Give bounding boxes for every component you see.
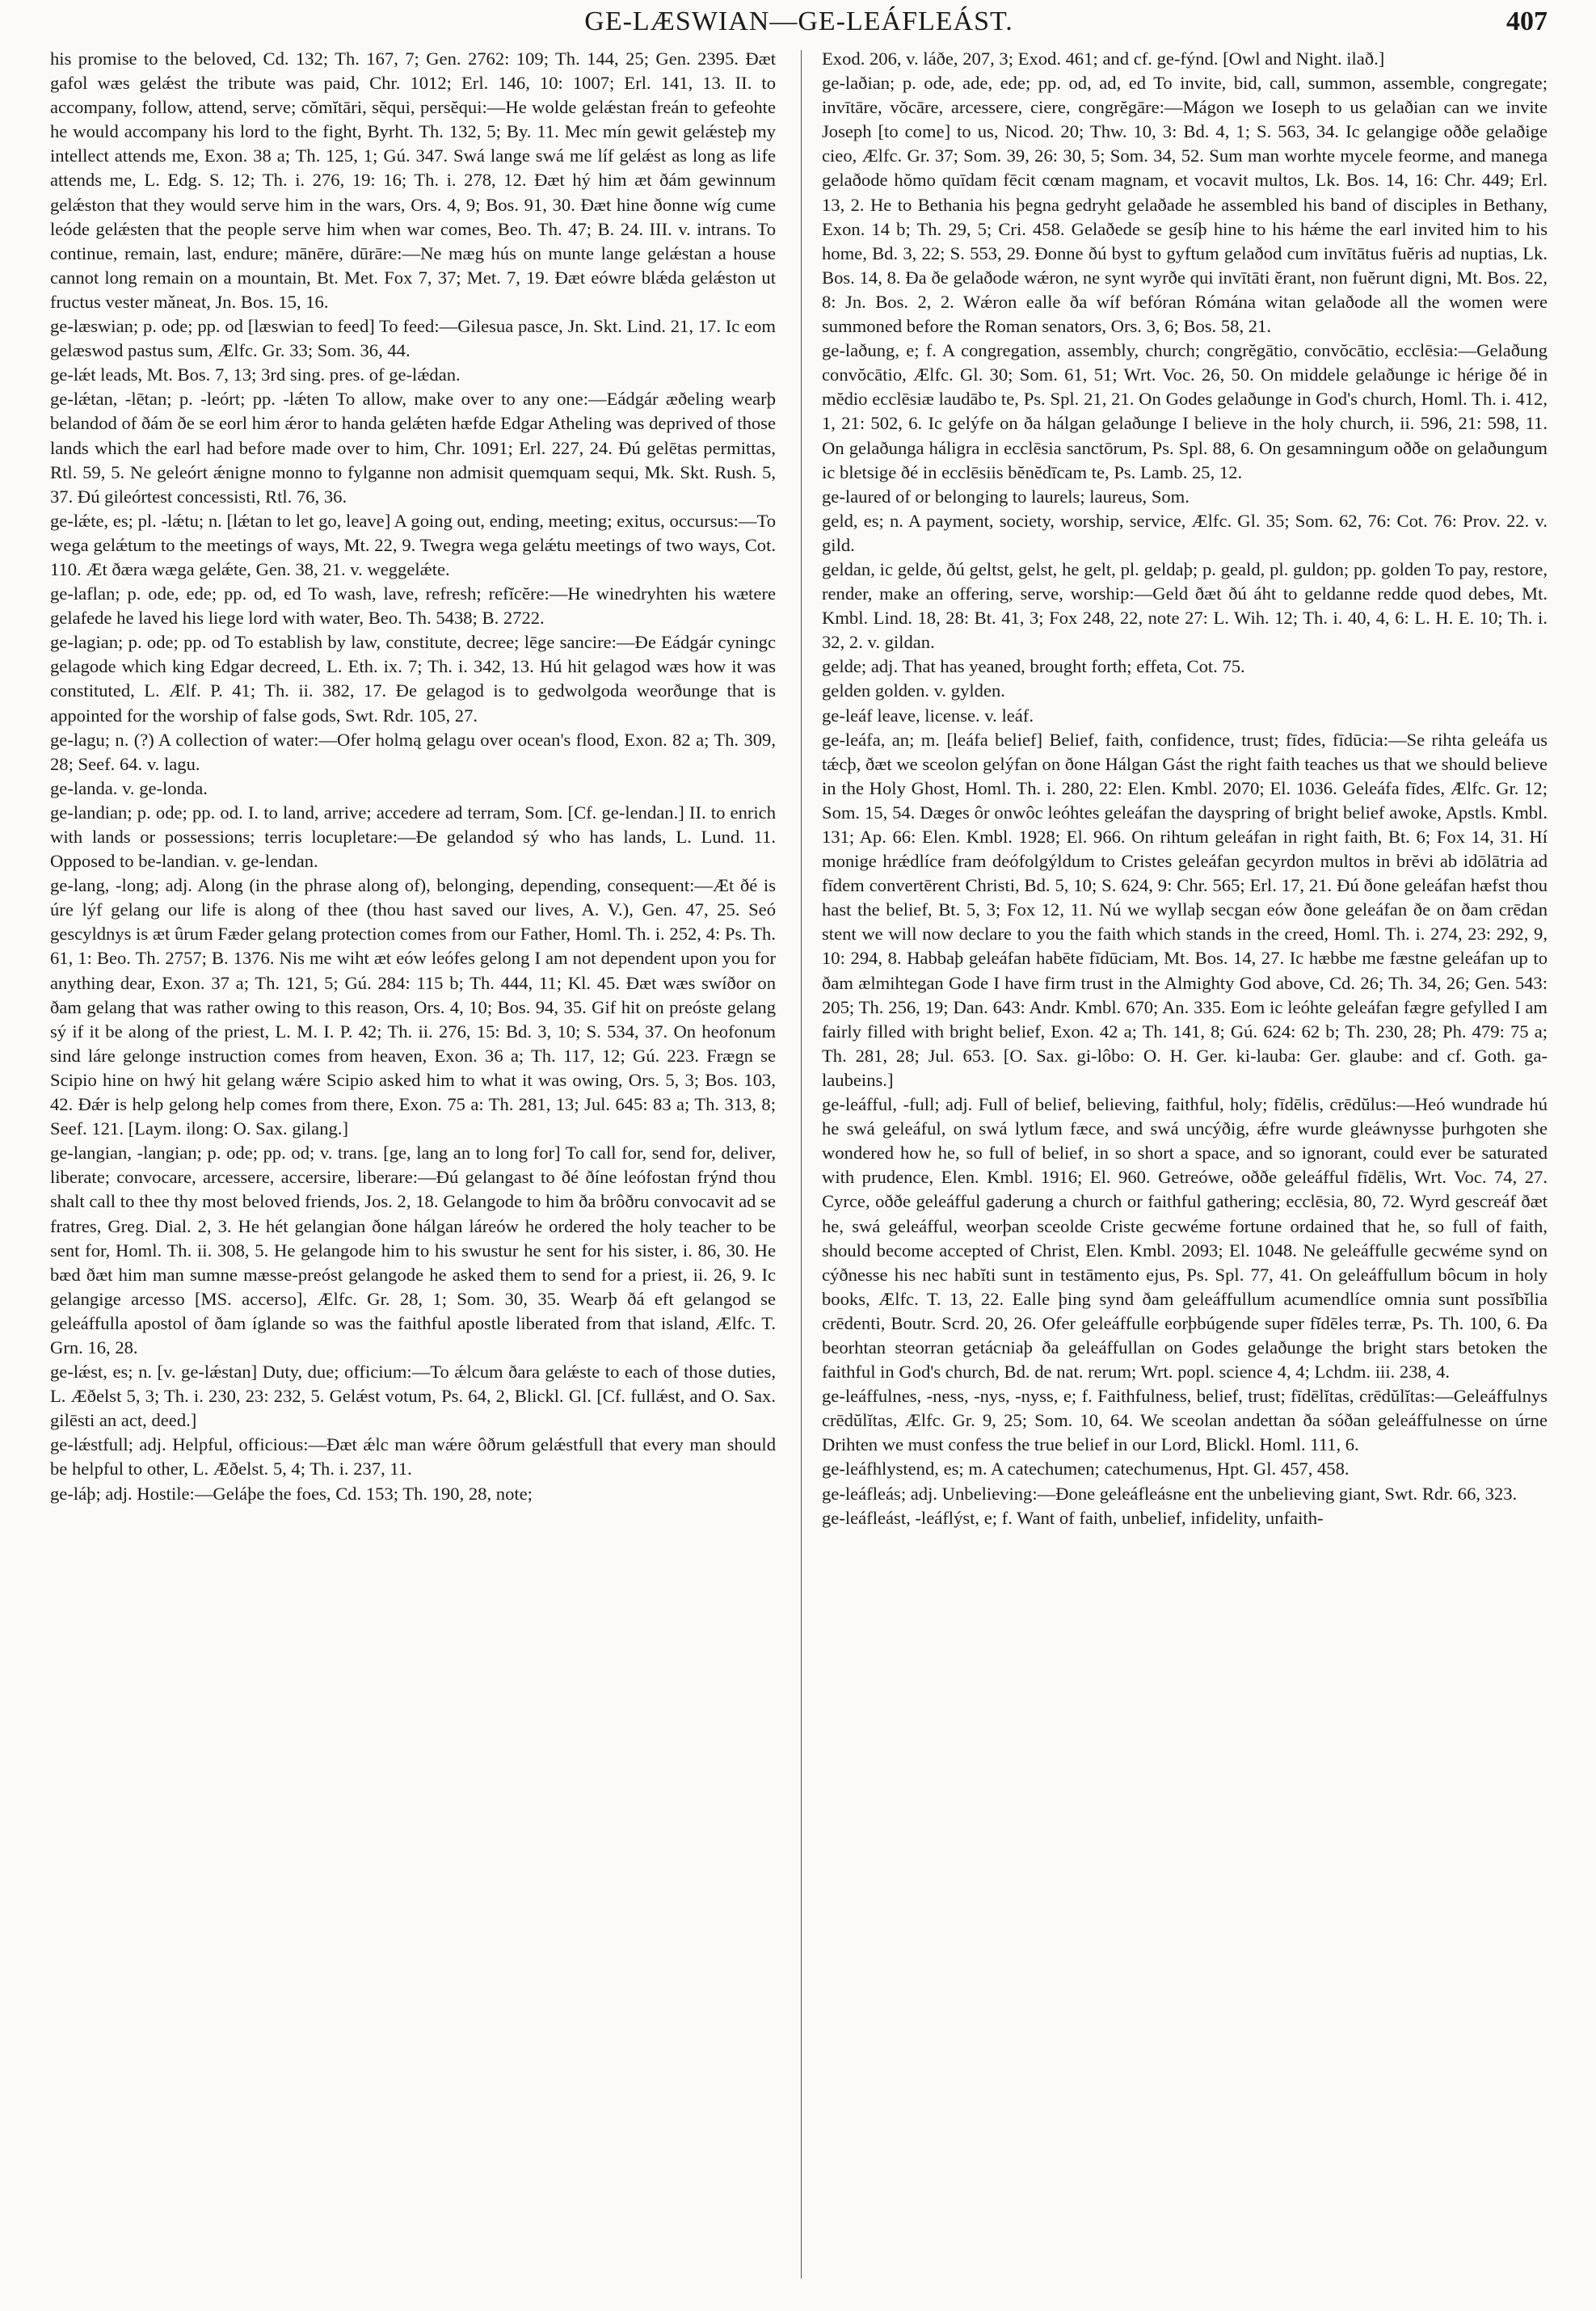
entry-geldan: geldan, ic gelde, ðú geltst, gelst, he gelt, pl. geldaþ; p. geald, pl. guldon; pp. golden To pay, restore, render, make an offering, serve, worship:—Geld ðæt ðú áht to geldanne redde quod debes, Mt. Kmbl. Lind. 18, 28: Bt. 41, 3; Fox 248, 22, note 27: L. Wih. 12; Th. i. 40, 4, 6: L. H. E. 10; Th. i. 32, 2. v. gildan.: [822, 558, 1548, 653]
entry-ge-lagian: ge-lagian; p. ode; pp. od To establish by law, constitute, decree; lēge sancire:—Ðe Eádgár cyningc gelagode which king Edgar decreed, L. Eth. ix. 7; Th. i. 342, 13. Hú hit gelagod wæs how it was constituted, L. Ælf. P. 41; Th. ii. 382, 17. Ðe gelagod is to gedwolgoda weorðunge that is appointed for the worship of false gods, Swt. Rdr. 105, 27.: [50, 632, 776, 726]
entry-ge-leafa: ge-leáfa, an; m. [leáfa belief] Belief, faith, confidence, trust; fīdes, fīdūcia:—Se rihta geleáfa us tǽcþ, ðæt we sceolon gelýfan on ðone Hálgan Gást the right faith teaches us that we should believe in the Holy Ghost, Homl. Th. i. 280, 22: Elen. Kmbl. 2070; El. 1036. Geleáfa fīdes, Ælfc. Gr. 12; Som. 15, 54. Dæges ôr onwôc leóhtes geleáfan the dayspring of bright belief awoke, Apstls. Kmbl. 131; Ap. 66: Elen. Kmbl. 1928; El. 966. On rihtum geleáfan in right faith, Bt. 6; Fox 14, 31. Hí monige hrǽdlíce fram deófolgýldum to Cristes geleáfan gecyrdon multos in brĕvi ab idōlātria ad fīdem convertērent Christi, Bd. 5, 10; S. 624, 9: Chr. 565; Erl. 17, 21. Ðú ðone geleáfan hæfst thou hast the belief, Bt. 5, 3; Fox 12, 11. Nú we wyllaþ secgan eów ðone geleáfan ðe on ðam crēdan stent we will now declare to you the faith which stands in the creed, Homl. Th. i. 274, 23: 292, 9, 10: 294, 8. Habbaþ geleáfan habēte fīdūciam, Mt. Bos. 14, 27. Ic hæbbe me fæstne geleáfan up to ðam ælmihtegan Gode I have firm trust in the Almighty God above, Cd. 26; Th. 34, 26; Gen. 543: 205; Th. 256, 19; Dan. 643: Andr. Kmbl. 670; An. 335. Eom ic leóhte geleáfan fægre gefylled I am fairly filled with bright belief, Exon. 42 a; Th. 141, 8; Gú. 624: 62 b; Th. 230, 28; Ph. 479: 75 a; Th. 281, 28; Jul. 653. [O. Sax. gi-lôbo: O. H. Ger. ki-lauba: Ger. glaube: and cf. Goth. ga-laubeins.]: [822, 729, 1548, 1090]
right-column: [822, 47, 1548, 2295]
entry-geld: geld, es; n. A payment, society, worship, service, Ælfc. Gl. 35; Som. 62, 76: Cot. 76: Prov. 22. v. gild.: [822, 510, 1548, 555]
entry-ge-lagu: ge-lagu; n. (?) A collection of water:—Ofer holmą gelagu over ocean's flood, Exon. 82 a; Th. 309, 28; Seef. 64. v. lagu.: [50, 729, 776, 774]
entry-ge-laflan: ge-laflan; p. ode, ede; pp. od, ed To wash, lave, refresh; refĭcĕre:—He winedryhten his wætere gelafede he laved his liege lord with water, Beo. Th. 5438; B. 2722.: [50, 583, 776, 629]
page-number: 407: [1506, 6, 1548, 36]
entry-ge-laete: ge-lǽte, es; pl. -lǽtu; n. [lǽtan to let go, leave] A going out, ending, meeting; exitus, occursus:—To wega gelǽtum to the meetings of ways, Mt. 22, 9. Twegra wega gelǽtu meetings of two ways, Cot. 110. Æt ðæra wæga gelǽte, Gen. 38, 21. v. weggelǽte.: [50, 510, 776, 579]
entry-ge-leafhlystend: ge-leáfhlystend, es; m. A catechumen; catechumenus, Hpt. Gl. 457, 458.: [822, 1459, 1350, 1480]
entry-ge-leaf: ge-leáf leave, license. v. leáf.: [822, 705, 1034, 726]
entry-ge-leafful: ge-leáfful, -full; adj. Full of belief, believing, faithful, holy; fīdēlis, crēdŭlus:—Heó wundrade hú he swá geleáful, on swá lytlum fæce, and swá uncýðig, ǽfre wurde gleáwnysse þurhgoten she wondered how he, so full of belief, in so short a space, and so ignorant, could ever be saturated with prudence, Elen. Kmbl. 1916; El. 960. Getreówe, oððe geleáfful fīdēlis, Wrt. Voc. 74, 27. Cyrce, oððe geleáfful gaderung a church or faithful gathering; ecclēsia, 80, 72. Wyrd gescreáf ðæt he, swá geleáfful, weorþan sceolde Criste gecwéme fortune ordained that he, so full of faith, should become accepted of Christ, Elen. Kmbl. 2093; El. 1048. Ne geleáffulle gecwéme synd on cýðnesse his nec habĭti sunt in testāmento ejus, Ps. Spl. 77, 41. On geleáffullum bôcum in holy books, Ælfc. T. 13, 22. Ealle þing synd ðam geleáffullum acumendlíce omnia sunt possĭbĭlia crēdenti, Boutr. Scrd. 20, 26. Ofer geleáffulle eorþbúgende super fĭdēles terræ, Ps. Th. 100, 6. Ða beorhtan steorran getácniaþ ða geleáffullan on Godes gelaðunge the bright stars betoken the faithful in God's church, Bd. de nat. rerum; Wrt. popl. science 4, 4; Lchdm. iii. 238, 4.: [822, 1094, 1548, 1383]
entry-ge-laest: ge-lǽst, es; n. [v. ge-lǽstan] Duty, due; officium:—To ǽlcum ðara gelǽste to each of those duties, L. Æðelst 5, 3; Th. i. 230, 23: 232, 5. Gelǽst votum, Ps. 64, 2, Blickl. Gl. [Cf. fullǽst, and O. Sax. gilēsti an act, deed.]: [50, 1362, 776, 1431]
running-head: GE-LÆSWIAN—GE-LEÁFLEÁST.: [584, 6, 1013, 36]
entry-ge-laeswian: ge-læswian; p. ode; pp. od [læswian to feed] To feed:—Gilesua pasce, Jn. Skt. Lind. 21, 17. Ic eom gelæswod pastus sum, Ælfc. Gr. 33; Som. 36, 44.: [50, 316, 776, 361]
entry-ge-langian: ge-langian, -langian; p. ode; pp. od; v. trans. [ge, lang an to long for] To call for, send for, deliver, liberate; convocare, arcessere, accersire, liberare:—Ðú gelangast to ðé ðíne leófostan frýnd thou shalt call to thee thy most beloved friends, Jos. 2, 18. Gelangode to him ða brôðru convocavit ad se fratres, Greg. Dial. 2, 3. He hét gelangian ðone hálgan láreów he ordered the holy teacher to be sent for, Homl. Th. ii. 308, 5. He gelangode him to his swustur he sent for his sister, i. 86, 30. He bæd ðæt him man sumne mæsse-preóst gelangode he asked them to send for a priest, ii. 26, 9. Ic gelangige arcesso [MS. accerso], Ælfc. Gr. 28, 1; Som. 30, 35. Wearþ ðá eft gelangod se geleáffulla apostol of ðam íglande so was the faithful apostle liberated from that island, Ælfc. T. Grn. 16, 28.: [50, 1143, 776, 1358]
left-column: [50, 47, 776, 2295]
entry-ge-leafleas: ge-leáfleás; adj. Unbelieving:—Ðone geleáfleásne ent the unbelieving giant, Swt. Rdr. 66, 323.: [822, 1483, 1518, 1504]
entry-ge-laestfull: ge-lǽstfull; adj. Helpful, officious:—Ðæt ǽlc man wǽre ôðrum gelǽstfull that every man should be helpful to other, L. Æðelst. 5, 4; Th. i. 237, 11.: [50, 1434, 776, 1480]
entry-ge-landian: ge-landian; p. ode; pp. od. I. to land, arrive; accedere ad terram, Som. [Cf. ge-lendan.] II. to enrich with lands or possessions; terris locupletare:—Ðe gelandod sý who has lands, L. Lund. 11. Opposed to be-landian. v. ge-lendan.: [50, 802, 776, 872]
entry-ge-landa: ge-landa. v. ge-londa.: [50, 777, 208, 798]
columns: [50, 47, 1548, 2295]
entry-ge-leafleast: ge-leáfleást, -leáflýst, e; f. Want of faith, unbelief, infidelity, unfaith-: [822, 1507, 1324, 1528]
entry-ge-laured: ge-laured of or belonging to laurels; laureus, Som.: [822, 486, 1190, 507]
entry-ge-laetan: ge-lǽtan, -lētan; p. -leórt; pp. -lǽten To allow, make over to any one:—Eádgár æðeling wearþ belandod of ðám ðe se eorl him ǽror to handa gelǽten hæfde Edgar Atheling was deprived of those lands which the earl had before made over to him, Chr. 1091; Erl. 227, 24. Ðú gelētas permittas, Rtl. 59, 5. Ne geleórt ǽnigne monno to fylganne non admisit quemquam sequi, Mk. Skt. Rush. 5, 37. Ðú gileórtest concessisti, Rtl. 76, 36.: [50, 389, 776, 507]
entry-ge-ladian: ge-laðian; p. ode, ade, ede; pp. od, ad, ed To invite, bid, call, summon, assemble, congregate; invītāre, vŏcāre, arcessere, ciere, congrĕgāre:—Mágon we Ioseph to us gelaðian can we invite Joseph [to come] to us, Nicod. 20; Thw. 10, 3: Bd. 4, 1; S. 563, 34. Ic gelangige oððe gelaðige cieo, Ælfc. Gr. 37; Som. 39, 26: 30, 5; Som. 34, 52. Sum man worhte mycele feorme, and manega gelaðode hŏmo quīdam fēcit cœnam magnam, et vocavit multos, Lk. Bos. 14, 16: Chr. 449; Erl. 13, 2. He to Bethania his þegna gedryht gelaðade he assembled his band of disciples in Bethany, Exon. 14 b; Th. 29, 5; Cri. 458. Gelaðede se gesíþ hine to his hǽme the earl invited him to his home, Bd. 3, 22; S. 553, 29. Ðonne ðú byst to gyftum gelaðod cum invītātus fuĕris ad nuptias, Lk. Bos. 14, 8. Ða ðe gelaðode wǽron, ne synt wyrðe qui invītāti ĕrant, non fuĕrunt digni, Mt. Bos. 22, 8: Jn. Bos. 2, 2. Wǽron ealle ða wíf befóran Rómána witan gelaðode all the women were summoned before the Roman senators, Ors. 3, 6; Bos. 58, 21.: [822, 73, 1548, 337]
page-header: [50, 6, 1548, 39]
entry-ge-laet: ge-lǽt leads, Mt. Bos. 7, 13; 3rd sing. pres. of ge-lǽdan.: [50, 364, 461, 385]
entry-ge-leaffulnes: ge-leáffulnes, -ness, -nys, -nyss, e; f. Faithfulness, belief, trust; fīdēlĭtas, crēdŭlĭtas:—Geleáffulnys crēdŭlĭtas, Ælfc. Gr. 9, 25; Som. 10, 64. We sceolan andettan ða sóðan geleáffulnesse on úrne Drihten we must confess the true belief in our Lord, Blickl. Homl. 111, 6.: [822, 1386, 1548, 1455]
entry-ge-lath-continued: Exod. 206, v. láðe, 207, 3; Exod. 461; and cf. ge-fýnd. [Owl and Night. ilað.]: [822, 48, 1385, 69]
entry-ge-ladung: ge-laðung, e; f. A congregation, assembly, church; congrĕgātio, convŏcātio, ecclēsia:—Gelaðung convŏcātio, Ælfc. Gl. 30; Som. 61, 51; Wrt. Voc. 26, 50. On middele gelaðunge ic hérige ðé in mĕdio ecclēsiæ laudābo te, Ps. Spl. 21, 21. On Godes gelaðunge in God's church, Homl. Th. i. 412, 1, 21: 502, 6. Ic gelýfe on ða hálgan gelaðunge I believe in the holy church, ii. 596, 21: 598, 11. On gelaðunga háligra in ecclēsia sanctōrum, Ps. Spl. 88, 6. On gesamningum oððe on gelaðungum ic bletsige ðé in ecclēsiis bĕnĕdīcam te, Ps. Lamb. 25, 12.: [822, 340, 1548, 482]
entry-ge-lath: ge-láþ; adj. Hostile:—Geláþe the foes, Cd. 153; Th. 190, 28, note;: [50, 1483, 533, 1504]
entry-gelde: gelde; adj. That has yeaned, brought forth; effeta, Cot. 75.: [822, 656, 1245, 677]
entry-ge-laestan-continued: his promise to the beloved, Cd. 132; Th. 167, 7; Gen. 2762: 109; Th. 144, 25; Gen. 2395. Ðæt gafol wæs gelǽst the tribute was paid, Chr. 1012; Erl. 146, 10: 1007; Erl. 141, 13. II. to accompany, follow, attend, serve; cŏmĭtāri, sĕqui, persĕqui:—He wolde gelǽstan freán to gefeohte he would accompany his lord to the fight, Byrht. Th. 132, 5; By. 11. Mec mín gewit gelǽsteþ my intellect attends me, Exon. 38 a; Th. 125, 1; Gú. 347. Swá lange swá me líf gelǽst as long as life attends me, L. Edg. S. 12; Th. i. 276, 19: 16; Th. i. 278, 12. Ðæt hý him æt ðám gewinnum gelǽston that they would serve him in the wars, Ors. 4, 9; Bos. 91, 30. Ðæt hine ðonne wíg cume leóde gelǽsten that the people serve him when war comes, Beo. Th. 47; B. 24. III. v. intrans. To continue, remain, last, endure; mānēre, dūrāre:—Ne mæg hús on munte lange gelǽstan a house cannot long remain on a mountain, Bt. Met. Fox 7, 37; Met. 7, 19. Ðæt eówre blǽda gelǽston ut fructus vester mǎneat, Jn. Bos. 15, 16.: [50, 48, 776, 312]
entry-gelden: gelden golden. v. gylden.: [822, 680, 1005, 701]
entry-ge-lang: ge-lang, -long; adj. Along (in the phrase along of), belonging, depending, consequent:—Æt ðé is úre lýf gelang our life is along of thee (thou hast saved our lives, A. V.), Gen. 47, 25. Seó gescyldnys is æt ûrum Fæder gelang protection comes from our Father, Homl. Th. i. 252, 4: Ps. Th. 61, 1: Beo. Th. 2757; B. 1376. Nis me wiht æt eów leófes gelong I am not dependent upon you for anything dear, Exon. 37 a; Th. 121, 5; Gú. 284: 115 b; Th. 444, 11; Kl. 45. Ðæt wæs swíðor on ðam gelang that was rather owing to this reason, Ors. 4, 10; Bos. 94, 35. Gif hit on preóste gelang sý if it be along of the priest, L. M. I. P. 42; Th. ii. 276, 15: Bd. 3, 10; S. 534, 37. On heofonum sind láre gelonge instruction comes from heaven, Exon. 36 a; Th. 117, 12; Gú. 223. Frægn se Scipio hine on hwý hit gelang wǽre Scipio asked him to what it was owing, Ors. 5, 3; Bos. 103, 42. Ðǽr is help gelong help comes from there, Exon. 75 a: Th. 281, 13; Jul. 645: 83 a; Th. 313, 8; Seef. 121. [Laym. ilong: O. Sax. gilang.]: [50, 875, 776, 1139]
